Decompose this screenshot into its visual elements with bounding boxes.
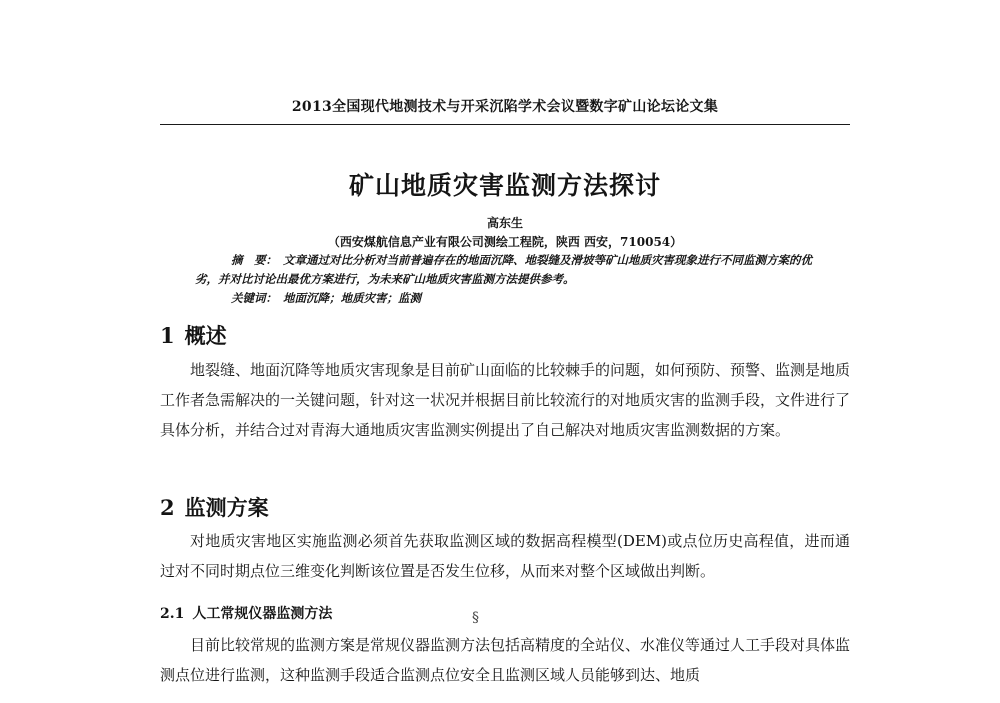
keywords-label: 关键词： — [231, 291, 277, 305]
paper-title: 矿山地质灾害监测方法探讨 — [348, 171, 661, 200]
subsection-2-1-title: 人工常规仪器监测方法 — [192, 606, 333, 622]
author-name: 高东生 — [486, 216, 523, 230]
keywords — [231, 290, 421, 306]
keywords-text: 地面沉降；地质灾害；监测 — [283, 291, 421, 305]
abstract-label: 摘 要： — [231, 253, 277, 267]
author-affiliation: （西安煤航信息产业有限公司测绘工程院，陕西 西安，710054） — [327, 235, 683, 249]
section-2-number: 2 — [160, 495, 175, 520]
running-header: 2013全国现代地测技术与开采沉陷学术会议暨数字矿山论坛论文集 — [291, 99, 719, 115]
subsection-2-1-number: 2.1 — [160, 606, 185, 622]
scan-artifact-mark: § — [472, 610, 479, 626]
abstract-text: 文章通过对比分析对当前普遍存在的地面沉降、地裂缝及滑坡等矿山地质灾害现象进行不同监测方案的优劣，并对比讨论出最优方案进行，为未来矿山地质灾害监测方法提供参考。 — [195, 253, 812, 286]
subsection-2-1-heading — [160, 603, 332, 623]
section-2-paragraph: 对地质灾害地区实施监测必须首先获取监测区域的数据高程模型(DEM)或点位历史高程值，进而通过对不同时期点位三维变化判断该位置是否发生位移，从而来对整个区域做出判断。 — [160, 532, 850, 580]
section-2-title: 监测方案 — [184, 495, 269, 520]
section-2-heading — [160, 492, 269, 522]
section-1-number: 1 — [160, 323, 175, 348]
section-1-heading — [160, 320, 227, 350]
subsection-2-1-paragraph: 目前比较常规的监测方案是常规仪器监测方法包括高精度的全站仪、水准仪等通过人工手段对具体监测点位进行监测，这种监测手段适合监测点位安全且监测区域人员能够到达、地质 — [160, 636, 851, 684]
header-rule — [160, 124, 850, 125]
section-1-paragraph: 地裂缝、地面沉降等地质灾害现象是目前矿山面临的比较棘手的问题，如何预防、预警、监测是地质工作者急需解决的一关键问题，针对这一状况并根据目前比较流行的对地质灾害的监测手段，文件进行了具体分析，并结合过对青海大通地质灾害监测实例提出了自己解决对地质灾害监测数据的方案。 — [160, 361, 851, 439]
abstract — [195, 251, 820, 289]
section-1-title: 概述 — [184, 323, 227, 348]
